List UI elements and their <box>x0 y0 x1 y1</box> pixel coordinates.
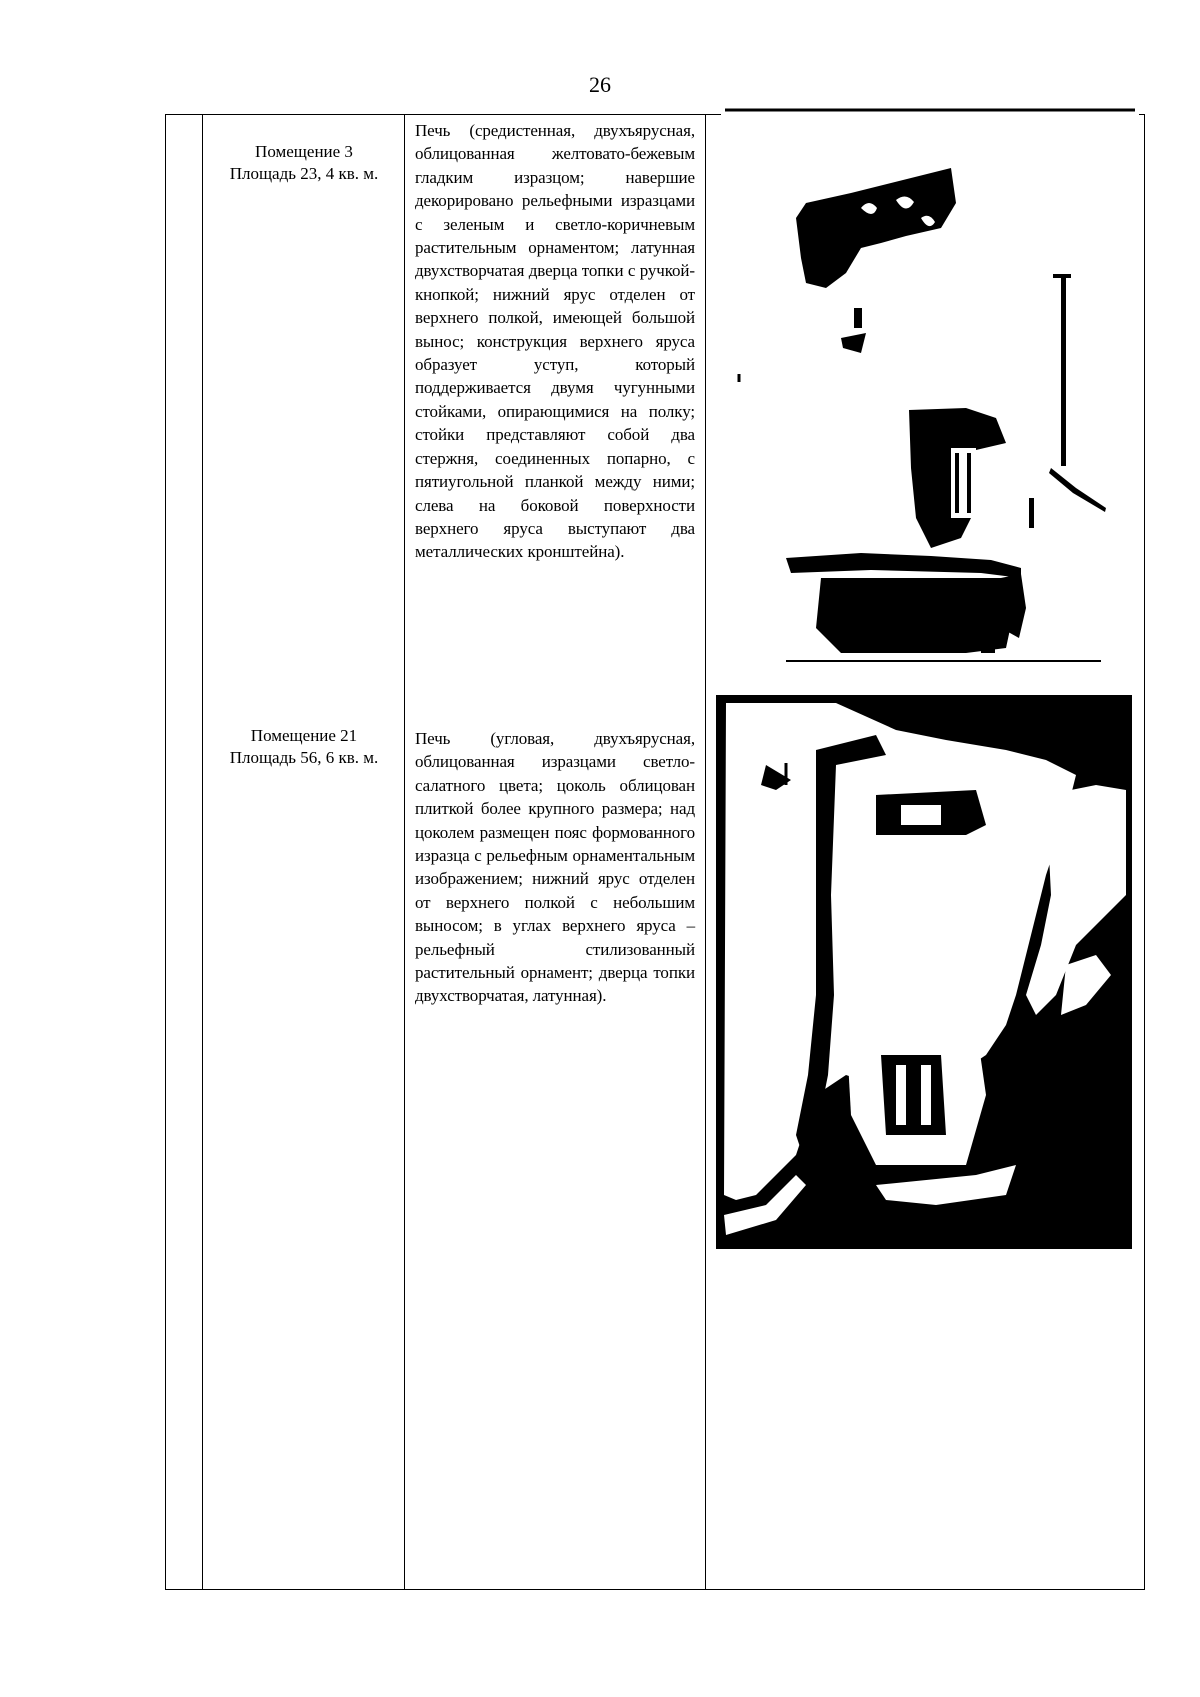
room-label-1 <box>205 141 403 185</box>
page-number: 26 <box>589 72 611 97</box>
stove-photo-2 <box>716 695 1132 1249</box>
column-divider-2 <box>404 115 405 1589</box>
document-table <box>165 114 1145 1590</box>
room-name: Помещение 21 <box>250 726 358 745</box>
stove-description-2: Печь (угловая, двухъярусная, облицованная изразцами светло-салатного цвета; цоколь облицован плиткой более крупного размера; над цоколем размещен пояс формованного изразца с рельефным орнаментальным изображением; нижний ярус отделен от верхнего полкой с небольшим выносом; в углах верхнего яруса – рельефный стилизованный растительный орнамент; дверца топки двухстворчатая, латунная). <box>415 729 695 1006</box>
room-area: Площадь 56, 6 кв. м. <box>229 748 379 767</box>
column-divider-3 <box>705 115 706 1589</box>
column-divider-1 <box>202 115 203 1589</box>
stove-description-1: Печь (средистенная, двухъярусная, облицованная желтовато-бежевым гладким изразцом; навершие декорировано рельефными изразцами с зеленым и светло-коричневым растительным орнаментом; латунная двухстворчатая дверца топки с ручкой-кнопкой; нижний ярус отделен от верхнего полкой, имеющей большой вынос; конструкция верхнего яруса образует уступ, который поддерживается двумя чугунными стойками, опирающимися на полку; стойки представляют собой два стержня, соединенных попарно, с пятиугольной планкой между ними; слева на боковой поверхности верхнего яруса выступают два металлических кронштейна). <box>415 121 695 562</box>
room-label-2 <box>205 725 403 769</box>
room-name: Помещение 3 <box>255 142 353 161</box>
room-area: Площадь 23, 4 кв. м. <box>229 164 379 183</box>
stove-photo-1 <box>721 108 1139 668</box>
